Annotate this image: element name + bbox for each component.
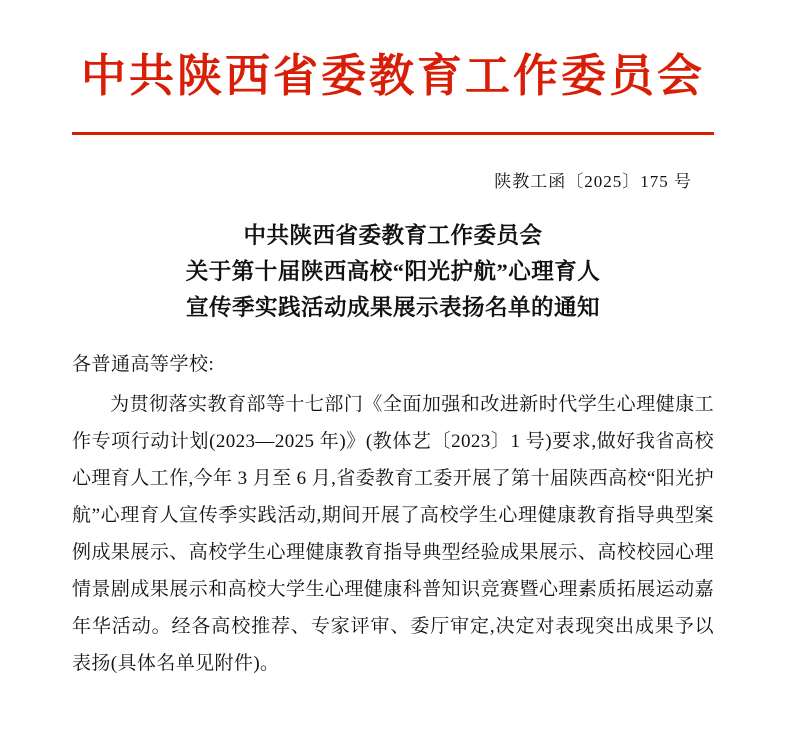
document-title <box>72 218 714 327</box>
paragraph-text: 为贯彻落实教育部等十七部门《全面加强和改进新时代学生心理健康工作专项行动计划(2023—2025 年)》(教体艺〔2023〕1 号)要求,做好我省高校心理育人工作,今年 3 月至 6 月,省委教育工委开展了第十届陕西高校“阳光护航”心理育人宣传季实践活动,期间开展了高校学生心理健康教育指导典型案例成果展示、高校学生心理健康教育指导典型经验成果展示、高校校园心理情景剧成果展示和高校大学生心理健康科普知识竞赛暨心理素质拓展运动嘉年华活动。经各高校推荐、专家评审、委厅审定,决定对表现突出成果予以表扬(具体名单见附件)。 <box>72 393 714 675</box>
document-number: 陕教工函〔2025〕175 号 <box>494 171 692 191</box>
letterhead-divider <box>72 132 714 135</box>
title-line-1: 中共陕西省委教育工作委员会 <box>243 222 543 248</box>
body-paragraph <box>72 386 714 682</box>
letterhead-title: 中共陕西省委教育工作委员会 <box>80 51 705 101</box>
title-line-2: 关于第十届陕西高校“阳光护航”心理育人 <box>185 258 601 284</box>
title-line-3: 宣传季实践活动成果展示表扬名单的通知 <box>185 295 600 321</box>
salutation: 各普通高等学校: <box>72 353 215 375</box>
